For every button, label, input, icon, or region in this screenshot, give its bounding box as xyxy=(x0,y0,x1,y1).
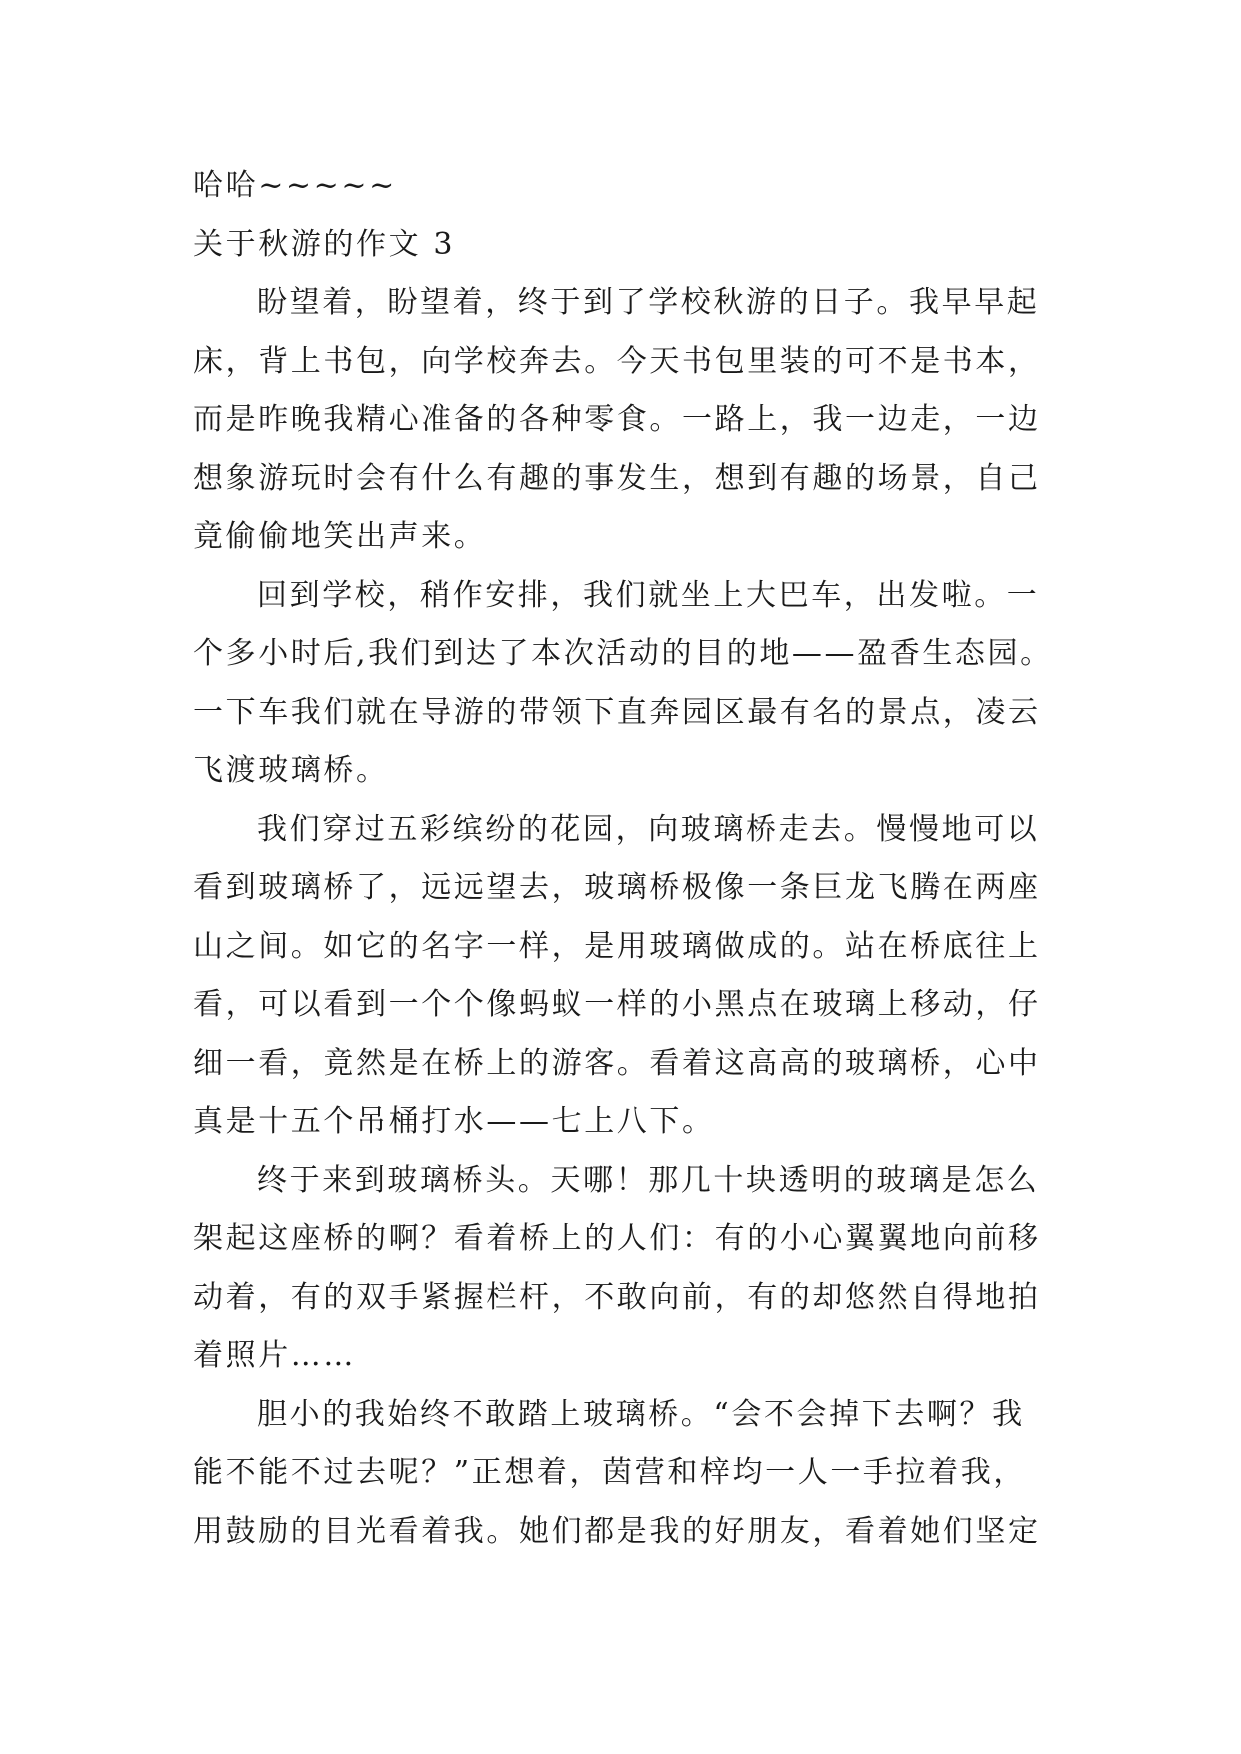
essay-title: 关于秋游的作文 3 xyxy=(193,226,456,262)
paragraph-first-line: 回到学校，稍作安排，我们就坐上大巴车，出发啦。一 xyxy=(257,577,1040,613)
paragraph-first-line: 我们穿过五彩缤纷的花园，向玻璃桥走去。慢慢地可以 xyxy=(257,811,1040,847)
paragraph-first-line: 盼望着，盼望着，终于到了学校秋游的日子。我早早起 xyxy=(257,285,1040,320)
paragraph-line: 山之间。如它的名字一样，是用玻璃做成的。站在桥底往上 xyxy=(193,928,1041,964)
paragraph-line: 而是昨晚我精心准备的各种零食。一路上，我一边走，一边 xyxy=(193,402,1041,437)
paragraph-line: 飞渡玻璃桥。 xyxy=(193,753,389,788)
paragraph-first-line: 胆小的我始终不敢踏上玻璃桥。“会不会掉下去啊？我 xyxy=(257,1396,1025,1432)
paragraph-line: 用鼓励的目光看着我。她们都是我的好朋友，看着她们坚定 xyxy=(193,1513,1041,1549)
paragraph-line: 着照片…… xyxy=(193,1338,356,1373)
paragraph-line: 架起这座桥的啊？看着桥上的人们：有的小心翼翼地向前移 xyxy=(193,1221,1041,1256)
paragraph-line: 看，可以看到一个个像蚂蚁一样的小黑点在玻璃上移动，仔 xyxy=(193,987,1041,1022)
paragraph-line: 真是十五个吊桶打水——七上八下。 xyxy=(193,1104,715,1139)
paragraph-first-line: 终于来到玻璃桥头。天哪！那几十块透明的玻璃是怎么 xyxy=(257,1162,1040,1198)
intro-line: 哈哈~~~~~ xyxy=(193,168,397,203)
paragraph-line: 想象游玩时会有什么有趣的事发生，想到有趣的场景，自己 xyxy=(193,460,1041,496)
essay-text xyxy=(193,274,1063,1561)
paragraph-line: 一下车我们就在导游的带领下直奔园区最有名的景点，凌云 xyxy=(193,694,1041,730)
paragraph-line: 看到玻璃桥了，远远望去，玻璃桥极像一条巨龙飞腾在两座 xyxy=(193,870,1041,905)
paragraph-line: 细一看，竟然是在桥上的游客。看着这高高的玻璃桥，心中 xyxy=(193,1045,1041,1081)
paragraph-line: 动着，有的双手紧握栏杆，不敢向前，有的却悠然自得地拍 xyxy=(193,1279,1041,1315)
paragraph-line: 个多小时后,我们到达了本次活动的目的地——盈香生态园。 xyxy=(193,636,1053,671)
paragraph-line: 能不能不过去呢？”正想着，茵营和梓均一人一手拉着我， xyxy=(193,1455,1026,1490)
paragraph-line: 床，背上书包，向学校奔去。今天书包里装的可不是书本， xyxy=(193,343,1041,379)
paragraph-line: 竟偷偷地笑出声来。 xyxy=(193,519,487,554)
document-body xyxy=(193,157,1063,1561)
